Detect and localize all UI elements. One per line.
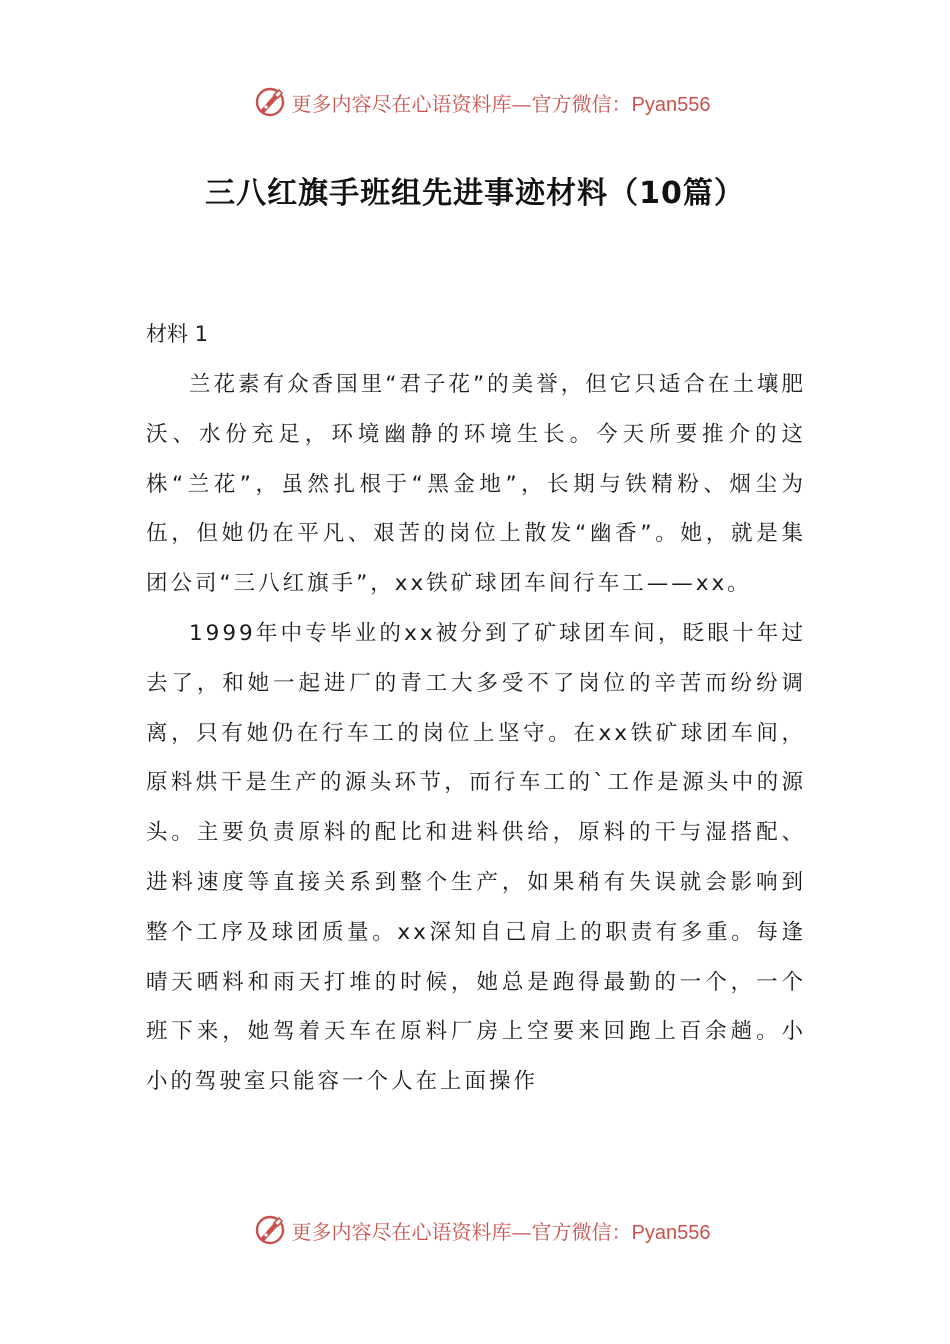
header-banner-content [254,86,711,118]
pen-nib-logo-icon [254,86,286,118]
paragraph: 兰花素有众香国里“君子花”的美誉，但它只适合在土壤肥沃、水份充足，环境幽静的环境生长。今天所要推介的这株“兰花”，虽然扎根于“黑金地”，长期与铁精粉、烟尘为伍，但她仍在平凡、艰苦的岗位上散发“幽香”。她，就是集团公司“三八红旗手”，xx铁矿球团车间行车工——xx。 [146,372,806,597]
footer-banner-content [254,1214,711,1246]
wechat-id: Pyan556 [631,93,711,116]
header-banner-text: 更多内容尽在心语资料库—官方微信：Pyan556 [291,91,711,116]
wechat-id: Pyan556 [631,1221,711,1244]
footer-banner-text: 更多内容尽在心语资料库—官方微信：Pyan556 [291,1219,711,1244]
paragraph: 1999年中专毕业的xx被分到了矿球团车间，眨眼十年过去了，和她一起进厂的青工大多受不了岗位的辛苦而纷纷调离，只有她仍在行车工的岗位上坚守。在xx铁矿球团车间，原料烘干是生产的源头环节，而行车工的`工作是源头中的源头。主要负责原料的配比和进料供给，原料的干与湿搭配、进料速度等直接关系到整个生产，如果稍有失误就会影响到整个工序及球团质量。xx深知自己肩上的职责有多重。每逢晴天晒料和雨天打堆的时候，她总是跑得最勤的一个，一个班下来，她驾着天车在原料厂房上空要来回跑上百余趟。小小的驾驶室只能容一个人在上面操作 [146,620,806,1095]
footer-banner [0,1210,950,1250]
document-title: 三八红旗手班组先进事迹材料（10篇） [205,176,745,211]
document-body [146,360,806,1107]
pen-nib-logo-icon [254,1214,286,1246]
section-label: 材料 1 [146,322,209,346]
header-banner [0,82,950,122]
